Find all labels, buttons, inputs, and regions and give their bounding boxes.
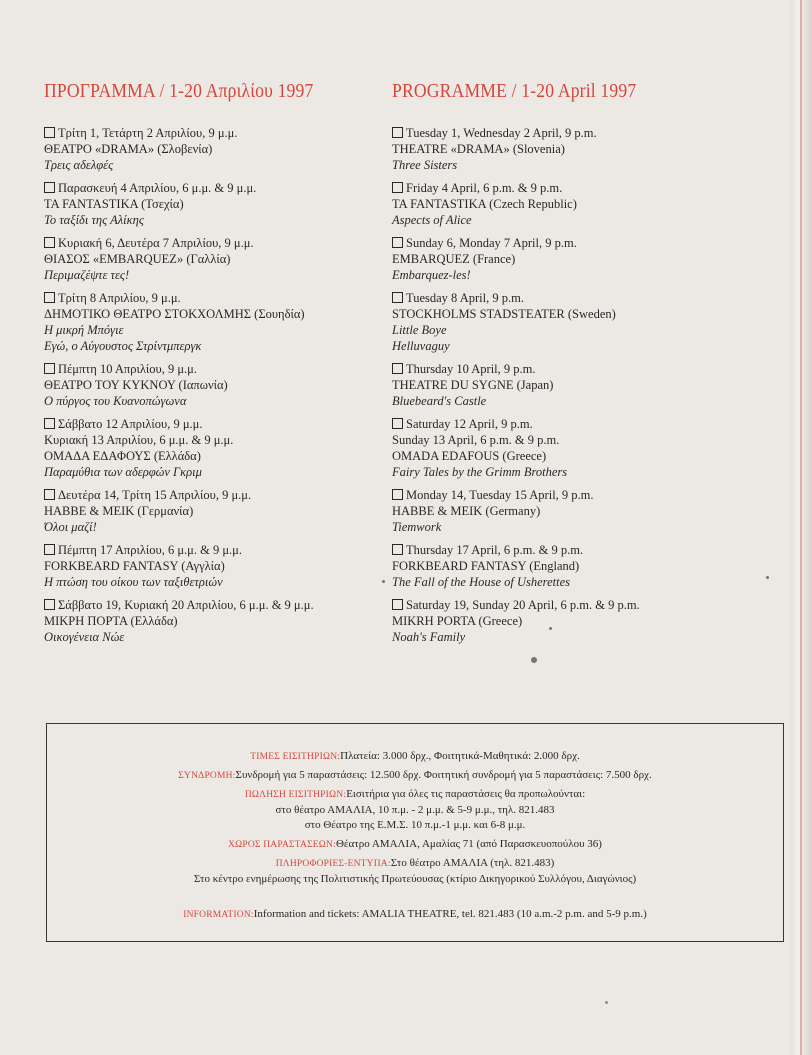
greek-entry-list [44, 125, 384, 645]
entry-info-line [392, 196, 762, 212]
entry-text: ΘΕΑΤΡΟ ΤΟΥ ΚΥΚΝΟΥ (Ιαπωνία) [44, 378, 228, 392]
entry-title: The Fall of the House of Usherettes [392, 575, 570, 589]
checkbox-icon [392, 599, 403, 610]
entry-info-line [44, 196, 384, 212]
entry-text: Τρίτη 8 Απριλίου, 9 μ.μ. [58, 291, 181, 305]
entry-text: Friday 4 April, 6 p.m. & 9 p.m. [406, 181, 563, 195]
entry-date-line [44, 180, 384, 196]
inform-line-2: Στο κέντρο ενημέρωσης της Πολιτιστικής Πρωτεύουσας (κτίριο Δικηγορικού Συλλόγου, Διαγώνιος) [193, 873, 637, 885]
english-info-text: Information and tickets: AMALIA THEATRE, tel. 821.483 (10 a.m.-2 p.m. and 5-9 p.m.) [253, 908, 647, 920]
english-programme-column [392, 80, 762, 652]
entry-info-line [392, 613, 762, 629]
entry-info-line [392, 306, 762, 322]
entry-info-line [392, 251, 762, 267]
programme-entry [392, 235, 762, 283]
entry-title: Bluebeard's Castle [392, 394, 487, 408]
checkbox-icon [44, 363, 55, 374]
entry-text: Thursday 10 April, 9 p.m. [406, 362, 536, 376]
entry-title: Η μικρή Μπόγιε [44, 323, 124, 337]
entry-info-line [44, 251, 384, 267]
programme-entry [392, 542, 762, 590]
entry-info-line [44, 141, 384, 157]
entry-info-line [44, 613, 384, 629]
entry-text: Saturday 19, Sunday 20 April, 6 p.m. & 9 p.m. [406, 598, 640, 612]
programme-entry [44, 125, 384, 173]
entry-info-line [392, 503, 762, 519]
entry-date-line [392, 180, 762, 196]
checkbox-icon [44, 182, 55, 193]
programme-entry [44, 597, 384, 645]
checkbox-icon [392, 292, 403, 303]
entry-text: MIKRH PORTA (Greece) [392, 614, 523, 628]
entry-text: Κυριακή 6, Δευτέρα 7 Απριλίου, 9 μ.μ. [58, 236, 254, 250]
prices-text: Πλατεία: 3.000 δρχ., Φοιτητικά-Μαθητικά: 2.000 δρχ. [340, 750, 580, 762]
entry-text: Δευτέρα 14, Τρίτη 15 Απριλίου, 9 μ.μ. [58, 488, 252, 502]
entry-info-line [392, 448, 762, 464]
entry-title: Εγώ, ο Αύγουστος Στρίντμπεργκ [44, 339, 202, 353]
entry-title: Fairy Tales by the Grimm Brothers [392, 465, 568, 479]
entry-text: Saturday 12 April, 9 p.m. [406, 417, 533, 431]
checkbox-icon [392, 544, 403, 555]
entry-text: ΟΜΑΔΑ ΕΔΑΦΟΥΣ (Ελλάδα) [44, 449, 201, 463]
entry-date-line [44, 416, 384, 432]
entry-text: Πέμπτη 10 Απριλίου, 9 μ.μ. [58, 362, 197, 376]
entry-text: TA FANTASTIKA (Czech Republic) [392, 197, 577, 211]
programme-entry [44, 416, 384, 480]
english-info-row [47, 907, 783, 923]
entry-date-line [392, 290, 762, 306]
entry-text: Sunday 6, Monday 7 April, 9 p.m. [406, 236, 577, 250]
checkbox-icon [44, 544, 55, 555]
paper-speck [605, 1001, 608, 1004]
entry-text: Tuesday 1, Wednesday 2 April, 9 p.m. [406, 126, 597, 140]
paper-speck [382, 580, 385, 583]
entry-info-line [44, 377, 384, 393]
programme-entry [392, 416, 762, 480]
entry-info-line [44, 448, 384, 464]
entry-date-line [392, 542, 762, 558]
entry-date-line [44, 542, 384, 558]
entry-date-line [44, 597, 384, 613]
entry-title: Οικογένεια Νώε [44, 630, 125, 644]
entry-title: Noah's Family [392, 630, 466, 644]
entry-date-line [44, 235, 384, 251]
entry-date-line [44, 487, 384, 503]
checkbox-icon [392, 182, 403, 193]
programme-entry [392, 361, 762, 409]
prices-label: ΤΙΜΕΣ ΕΙΣΙΤΗΡΙΩΝ: [250, 752, 341, 762]
entry-info-line [392, 558, 762, 574]
checkbox-icon [392, 363, 403, 374]
entry-title: Little Boye [392, 323, 447, 337]
entry-text: STOCKHOLMS STADSTEATER (Sweden) [392, 307, 616, 321]
checkbox-icon [44, 292, 55, 303]
entry-title: Ο πύργος του Κυανοπώγωνα [44, 394, 187, 408]
sales-line-2: στο θέατρο ΑΜΑΛΙΑ, 10 π.μ. - 2 μ.μ. & 5-9 μ.μ., τηλ. 821.483 [275, 804, 555, 816]
checkbox-icon [392, 489, 403, 500]
entry-date-line [392, 597, 762, 613]
sales-line-3: στο Θέατρο της Ε.Μ.Σ. 10 π.μ.-1 μ.μ. και 6-8 μ.μ. [304, 819, 526, 831]
entry-title: Aspects of Alice [392, 213, 472, 227]
entry-info-line [392, 432, 762, 448]
entry-text: THEATRE DU SYGNE (Japan) [392, 378, 554, 392]
entry-info-line [44, 306, 384, 322]
entry-info-line [44, 558, 384, 574]
checkbox-icon [392, 127, 403, 138]
entry-date-line [44, 125, 384, 141]
entry-title: Embarquez-les! [392, 268, 471, 282]
inform-row [47, 856, 783, 872]
entry-title: Tiemwork [392, 520, 442, 534]
greek-programme-column [44, 80, 384, 652]
paper-speck [549, 627, 552, 630]
entry-text: Σάββατο 19, Κυριακή 20 Απριλίου, 6 μ.μ. & 9 μ.μ. [58, 598, 314, 612]
entry-text: Monday 14, Tuesday 15 April, 9 p.m. [406, 488, 594, 502]
entry-date-line [44, 290, 384, 306]
programme-entry [44, 235, 384, 283]
english-heading: PROGRAMME / 1-20 April 1997 [392, 80, 637, 102]
entry-text: Παρασκευή 4 Απριλίου, 6 μ.μ. & 9 μ.μ. [58, 181, 257, 195]
entry-title: Τρεις αδελφές [44, 158, 114, 172]
entry-info-line [44, 432, 384, 448]
entry-text: ΔΗΜΟΤΙΚΟ ΘΕΑΤΡΟ ΣΤΟΚΧΟΛΜΗΣ (Σουηδία) [44, 307, 305, 321]
entry-text: EMBARQUEZ (France) [392, 252, 516, 266]
checkbox-icon [392, 237, 403, 248]
entry-title: Το ταξίδι της Αλίκης [44, 213, 144, 227]
entry-text: HABBE & MEIK (Γερμανία) [44, 504, 194, 518]
entry-text: FORKBEARD FANTASY (Αγγλία) [44, 559, 225, 573]
english-info-label: INFORMATION: [183, 910, 254, 920]
entry-text: Κυριακή 13 Απριλίου, 6 μ.μ. & 9 μ.μ. [44, 433, 234, 447]
programme-entry [44, 487, 384, 535]
checkbox-icon [44, 237, 55, 248]
entry-text: HABBE & MEIK (Germany) [392, 504, 541, 518]
venue-row [47, 837, 783, 853]
entry-title: Helluvaguy [392, 339, 450, 353]
entry-title: Three Sisters [392, 158, 458, 172]
prices-row [47, 749, 783, 765]
checkbox-icon [392, 418, 403, 429]
checkbox-icon [44, 489, 55, 500]
programme-entry [392, 180, 762, 228]
programme-entry [44, 542, 384, 590]
entry-info-line [392, 141, 762, 157]
sales-label: ΠΩΛΗΣΗ ΕΙΣΙΤΗΡΙΩΝ: [244, 790, 347, 800]
entry-title: Περιμαζέψτε τες! [44, 268, 130, 282]
programme-entry [44, 180, 384, 228]
subscription-row [47, 768, 783, 784]
subscription-label: ΣΥΝΔΡΟΜΗ: [178, 771, 236, 781]
entry-title: Όλοι μαζί! [44, 520, 97, 534]
checkbox-icon [44, 599, 55, 610]
entry-title: Η πτώση του οίκου των ταξιθετριών [44, 575, 223, 589]
entry-info-line [44, 503, 384, 519]
entry-text: Tuesday 8 April, 9 p.m. [406, 291, 524, 305]
inform-label: ΠΛΗΡΟΦΟΡΙΕΣ-ΕΝΤΥΠΑ: [275, 859, 391, 869]
paper-speck [766, 576, 769, 579]
programme-entry [392, 487, 762, 535]
programme-entry [392, 597, 762, 645]
sales-row [47, 787, 783, 803]
entry-text: Τρίτη 1, Τετάρτη 2 Απριλίου, 9 μ.μ. [58, 126, 238, 140]
entry-text: THEATRE «DRAMA» (Slovenia) [392, 142, 565, 156]
subscription-text: Συνδρομή για 5 παραστάσεις: 12.500 δρχ. Φοιτητική συνδρομή για 5 παραστάσεις: 7.500 δρχ. [235, 769, 652, 781]
programme-entry [392, 290, 762, 354]
entry-date-line [392, 125, 762, 141]
venue-text: Θέατρο ΑΜΑΛΙΑ, Αμαλίας 71 (από Παρασκευοπούλου 36) [335, 838, 602, 850]
entry-date-line [44, 361, 384, 377]
entry-date-line [392, 416, 762, 432]
page-edge-line [800, 0, 802, 1055]
entry-text: OMADA EDAFOUS (Greece) [392, 449, 547, 463]
programme-entry [44, 290, 384, 354]
ticket-info-box [46, 723, 784, 942]
entry-info-line [392, 377, 762, 393]
inform-text: Στο θέατρο ΑΜΑΛΙΑ (τηλ. 821.483) [390, 857, 555, 869]
greek-heading: ΠΡΟΓΡΑΜΜΑ / 1-20 Απριλίου 1997 [44, 80, 314, 102]
checkbox-icon [44, 127, 55, 138]
programme-entry [44, 361, 384, 409]
entry-text: Πέμπτη 17 Απριλίου, 6 μ.μ. & 9 μ.μ. [58, 543, 242, 557]
checkbox-icon [44, 418, 55, 429]
entry-text: Thursday 17 April, 6 p.m. & 9 p.m. [406, 543, 584, 557]
entry-text: Sunday 13 April, 6 p.m. & 9 p.m. [392, 433, 560, 447]
entry-text: FORKBEARD FANTASY (England) [392, 559, 580, 573]
entry-text: TA FANTASTIKA (Τσεχία) [44, 197, 184, 211]
entry-text: ΘΕΑΤΡΟ «DRAMA» (Σλοβενία) [44, 142, 213, 156]
entry-date-line [392, 487, 762, 503]
entry-date-line [392, 361, 762, 377]
entry-title: Παραμύθια των αδερφών Γκριμ [44, 465, 202, 479]
sales-text: Εισιτήρια για όλες τις παραστάσεις θα προπωλούνται: [346, 788, 586, 800]
entry-text: ΘΙΑΣΟΣ «EMBARQUEZ» (Γαλλία) [44, 252, 231, 266]
venue-label: ΧΩΡΟΣ ΠΑΡΑΣΤΑΣΕΩΝ: [228, 840, 336, 850]
entry-text: ΜΙΚΡΗ ΠΟΡΤΑ (Ελλάδα) [44, 614, 178, 628]
entry-text: Σάββατο 12 Απριλίου, 9 μ.μ. [58, 417, 203, 431]
entry-date-line [392, 235, 762, 251]
programme-entry [392, 125, 762, 173]
english-entry-list [392, 125, 762, 645]
paper-speck [531, 657, 537, 663]
